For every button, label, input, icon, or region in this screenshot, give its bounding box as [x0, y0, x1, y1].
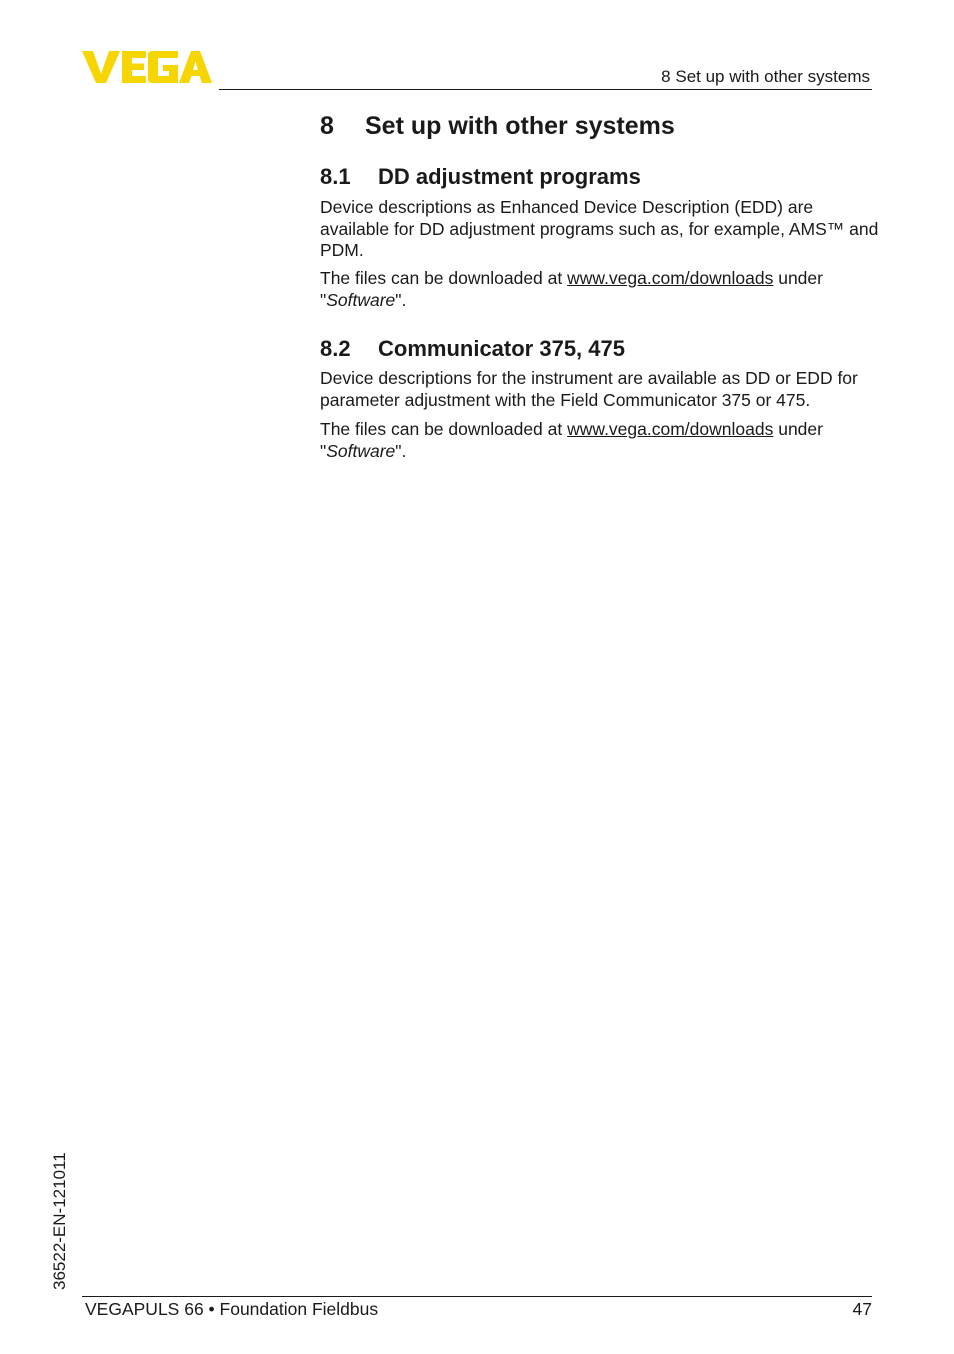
- running-header: 8 Set up with other systems: [661, 67, 870, 86]
- text-run: under: [773, 419, 823, 439]
- section-heading-8-2: [320, 336, 625, 362]
- footer-product: VEGAPULS 66 • Foundation Fieldbus: [85, 1299, 379, 1319]
- text-run: The files can be downloaded at: [320, 419, 568, 439]
- chapter-number: 8: [320, 112, 334, 140]
- header-divider: [219, 89, 872, 90]
- vega-logo: [82, 50, 212, 84]
- text-run: under: [773, 268, 823, 288]
- section-title: Communicator 375, 475: [378, 336, 625, 361]
- downloads-link[interactable]: www.vega.com/downloads: [567, 268, 774, 288]
- section-number: 8.2: [320, 336, 351, 361]
- text-run: ": [320, 289, 327, 310]
- downloads-link[interactable]: www.vega.com/downloads: [567, 419, 774, 439]
- section-8-2-paragraph-2: [320, 419, 880, 462]
- section-8-1-paragraph-2: [320, 268, 880, 311]
- text-run: ".: [395, 289, 407, 310]
- text-run: ".: [395, 440, 407, 461]
- section-number: 8.1: [320, 164, 351, 189]
- text-run: ": [320, 440, 327, 461]
- section-8-1-paragraph-1: Device descriptions as Enhanced Device Description (EDD) are available for DD adjustment programs such as, for example, AMS™ and PDM.: [320, 197, 879, 260]
- software-emphasis: Software: [326, 289, 396, 310]
- section-8-2-paragraph-1: Device descriptions for the instrument are available as DD or EDD for parameter adjustment with the Field Communicator 375 or 475.: [320, 368, 858, 410]
- chapter-heading: [320, 112, 675, 141]
- chapter-title: Set up with other systems: [365, 112, 675, 140]
- section-title: DD adjustment programs: [378, 164, 641, 189]
- section-heading-8-1: [320, 164, 641, 190]
- software-emphasis: Software: [326, 440, 396, 461]
- footer-divider: [82, 1296, 872, 1297]
- page-number: 47: [852, 1299, 872, 1319]
- document-code: 36522-EN-121011: [50, 1152, 69, 1290]
- text-run: The files can be downloaded at: [320, 268, 568, 288]
